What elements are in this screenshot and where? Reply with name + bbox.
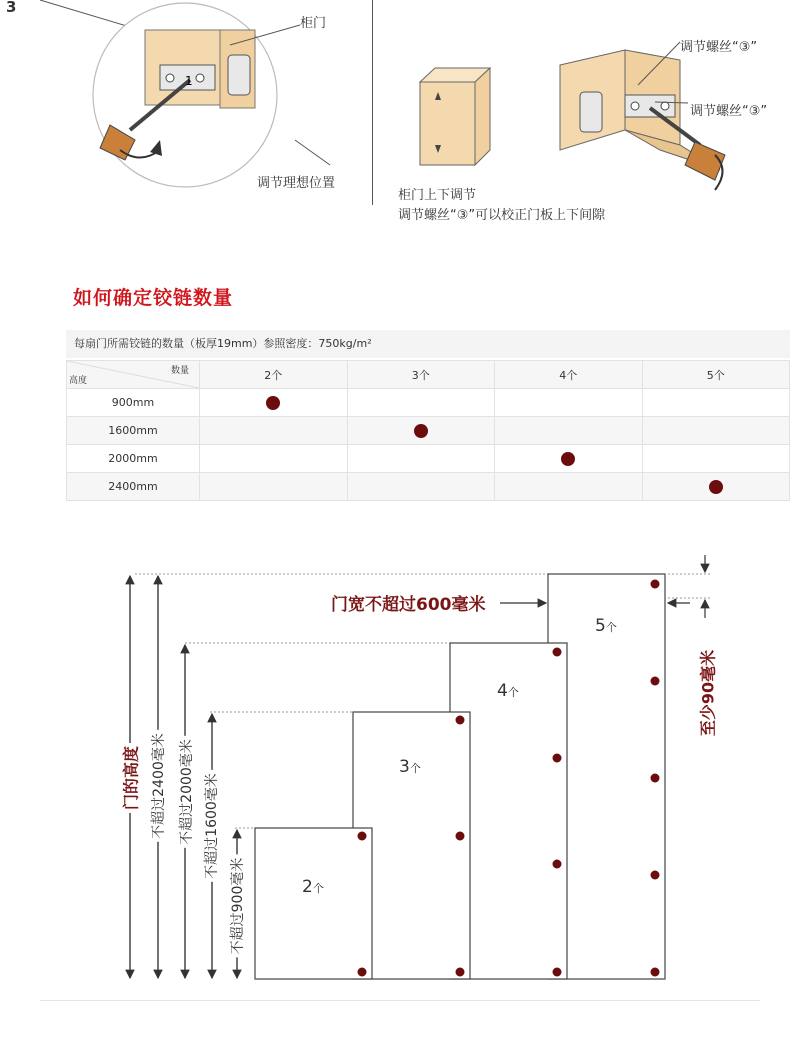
count-marker-dot: [709, 480, 723, 494]
ideal-position-label: 调节理想位置: [257, 176, 336, 191]
section-title: 如何确定铰链数量: [73, 287, 234, 309]
door-updown-label: 柜门上下调节: [398, 188, 477, 203]
door-4-count: 4个: [497, 681, 519, 701]
count-marker-dot: [414, 424, 428, 438]
column-header: 2个: [200, 361, 348, 389]
table-row: [67, 417, 790, 445]
door-width-label: 门宽不超过600毫米: [331, 595, 486, 615]
cabinet-door-label: 柜门: [300, 16, 327, 31]
svg-text:1: 1: [185, 74, 193, 88]
row-height-label: 2000mm: [67, 445, 200, 473]
row-height-label: 900mm: [67, 389, 200, 417]
screw-3-top-label: 调节螺丝“③”: [680, 40, 758, 55]
door-3-count: 3个: [399, 757, 421, 777]
door-2-count: 2个: [302, 877, 324, 897]
door-updown-desc: 调节螺丝“③”可以校正门板上下间隙: [398, 208, 606, 223]
column-header: 5个: [642, 361, 790, 389]
hinge-count-table: [66, 360, 790, 501]
table-row: [67, 473, 790, 501]
limit-2400-label: 不超过2400毫米: [148, 730, 168, 842]
table-row: [67, 389, 790, 417]
door-5-count: 5个: [595, 616, 617, 636]
table-row: [67, 445, 790, 473]
divider-line: [372, 0, 373, 205]
limit-1600-label: 不超过1600毫米: [201, 770, 221, 882]
table-caption: 每扇门所需铰链的数量（板厚19mm）参照密度：750kg/m²: [66, 330, 790, 358]
row-height-label: 1600mm: [67, 417, 200, 445]
count-marker-dot: [266, 396, 280, 410]
table-corner-cell: [67, 361, 200, 389]
limit-900-label: 不超过900毫米: [227, 855, 247, 958]
step-number: 3: [6, 0, 17, 16]
min-gap-label: 至少90毫米: [698, 649, 718, 737]
door-height-label: 门的高度: [119, 743, 142, 813]
column-header: 4个: [495, 361, 643, 389]
table-header-row: [67, 361, 790, 389]
screw-3-mid-label: 调节螺丝“③”: [690, 104, 768, 119]
count-marker-dot: [561, 452, 575, 466]
limit-2000-label: 不超过2000毫米: [176, 736, 196, 848]
bottom-divider: [40, 1000, 760, 1001]
row-height-label: 2400mm: [67, 473, 200, 501]
corner-height-label: 高度: [69, 376, 88, 386]
door-2: [255, 828, 372, 979]
corner-quantity-label: 数量: [170, 366, 189, 376]
column-header: 3个: [347, 361, 495, 389]
